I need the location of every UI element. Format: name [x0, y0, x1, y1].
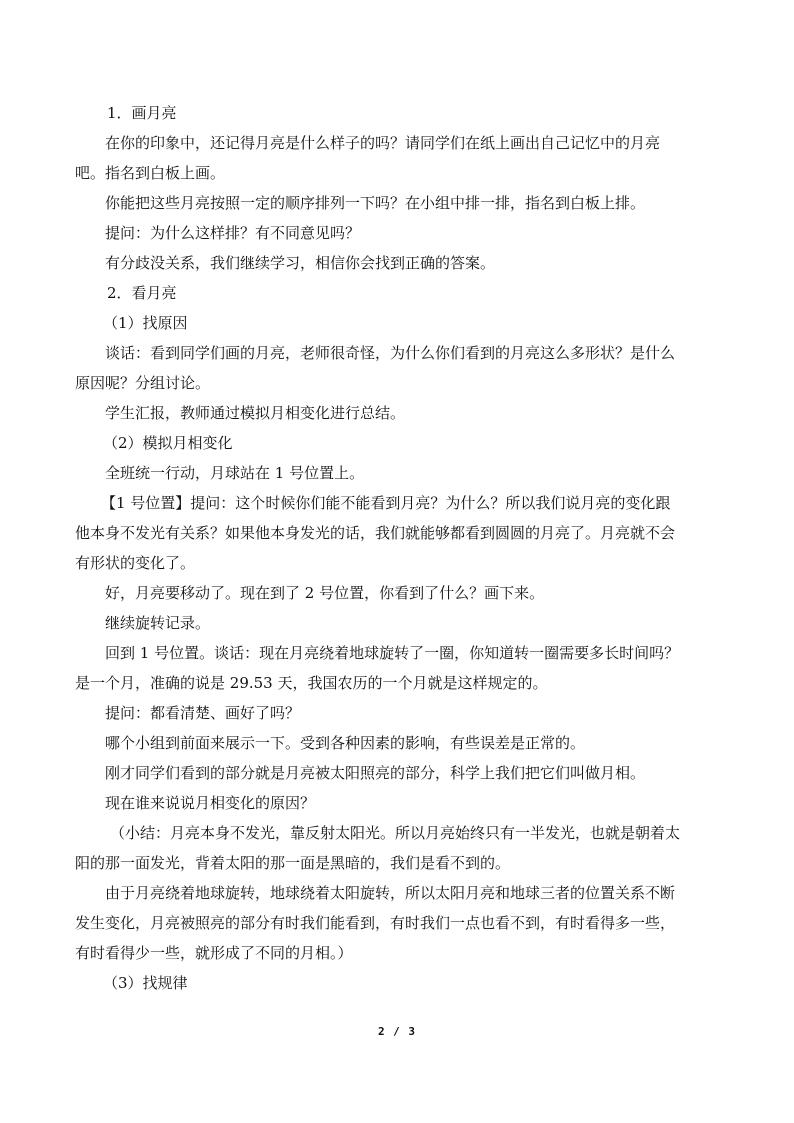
paragraph-line: 在你的印象中，还记得月亮是什么样子的吗？请同学们在纸上画出自己记忆中的月亮 [105, 134, 661, 152]
subheading-simulate-phases: （2）模拟月相变化 [103, 434, 233, 452]
summary-line: 有时看得少一些，就形成了不同的月相。） [75, 944, 353, 962]
heading-watch-moon: 2．看月亮 [107, 284, 177, 302]
paragraph-line: 好，月亮要移动了。现在到了 2 号位置，你看到了什么？画下来。 [105, 584, 545, 602]
paragraph-line: 现在谁来说说月相变化的原因？ [105, 794, 316, 812]
summary-line: 由于月亮绕着地球旋转，地球绕着太阳旋转，所以太阳月亮和地球三者的位置关系不断 [105, 884, 676, 902]
summary-line: （小结：月亮本身不发光，靠反射太阳光。所以月亮始终只有一半发光，也就是朝着太 [110, 824, 681, 842]
paragraph-line: 有形状的变化了。 [75, 554, 196, 572]
paragraph-line: 刚才同学们看到的部分就是月亮被太阳照亮的部分，科学上我们把它们叫做月相。 [105, 764, 646, 782]
paragraph-line: 全班统一行动，月球站在 1 号位置上。 [105, 464, 365, 482]
document-body [75, 98, 705, 998]
paragraph-line: 是一个月，准确的说是 29.53 天，我国农历的一个月就是这样规定的。 [75, 674, 548, 692]
paragraph-line: 谈话：看到同学们画的月亮，老师很奇怪，为什么你们看到的月亮这么多形状？是什么 [105, 344, 676, 362]
paragraph-line: 【1 号位置】提问：这个时候你们能不能看到月亮？为什么？所以我们说月亮的变化跟 [101, 494, 671, 512]
paragraph-line: 学生汇报，教师通过模拟月相变化进行总结。 [105, 404, 406, 422]
paragraph-line: 原因呢？分组讨论。 [75, 374, 211, 392]
paragraph-line: 你能把这些月亮按照一定的顺序排列一下吗？在小组中排一排，指名到白板上排。 [105, 194, 646, 212]
subheading-find-reason: （1）找原因 [103, 314, 188, 332]
heading-draw-moon: 1．画月亮 [107, 104, 177, 122]
summary-line: 发生变化，月亮被照亮的部分有时我们能看到，有时我们一点也看不到，有时看得多一些， [75, 914, 676, 932]
paragraph-line: 有分歧没关系，我们继续学习，相信你会找到正确的答案。 [105, 254, 496, 272]
paragraph-line: 回到 1 号位置。谈话：现在月亮绕着地球旋转了一圈，你知道转一圈需要多长时间吗？ [105, 644, 680, 662]
subheading-find-pattern: （3）找规律 [103, 974, 188, 992]
paragraph-line: 提问：都看清楚、画好了吗？ [105, 704, 301, 722]
paragraph-line: 哪个小组到前面来展示一下。受到各种因素的影响，有些误差是正常的。 [105, 734, 586, 752]
paragraph-line: 继续旋转记录。 [105, 614, 211, 632]
page-number: 2 / 3 [377, 1025, 417, 1038]
paragraph-line: 提问：为什么这样排？有不同意见吗？ [105, 224, 361, 242]
summary-line: 阳的那一面发光，背着太阳的那一面是黑暗的，我们是看不到的。 [75, 854, 511, 872]
paragraph-line: 吧。指名到白板上画。 [75, 164, 226, 182]
paragraph-line: 他本身不发光有关系？如果他本身发光的话，我们就能够都看到圆圆的月亮了。月亮就不会 [75, 524, 676, 542]
